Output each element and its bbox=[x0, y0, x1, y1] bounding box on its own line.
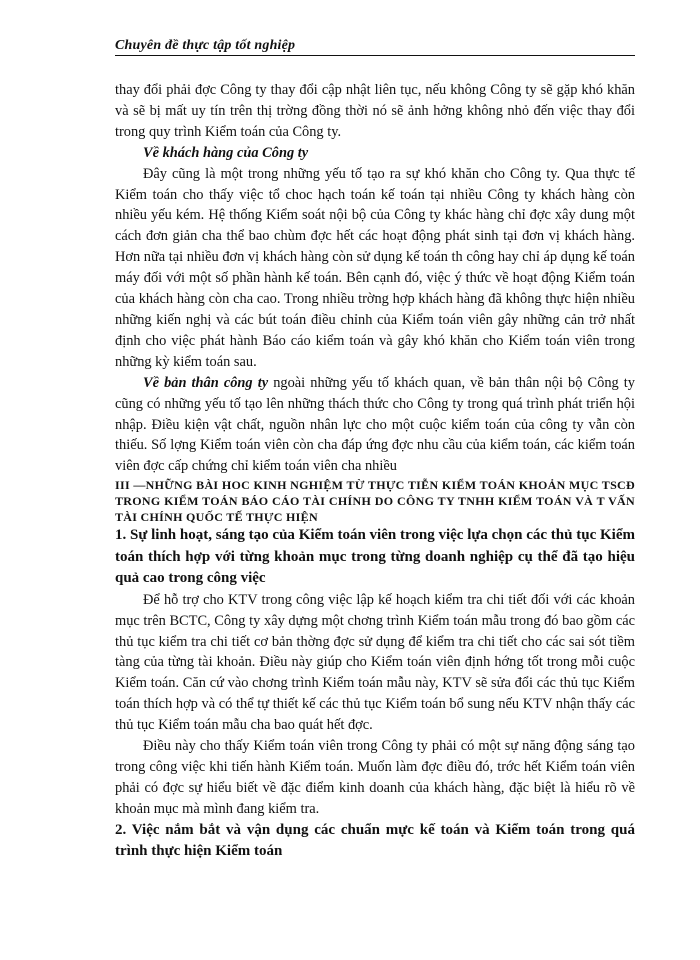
heading-1: 1. Sự linh hoạt, sáng tạo của Kiểm toán viên trong việc lựa chọn các thủ tục Kiểm toán thích hợp với từng khoản mục trong từng doanh nghiệp cụ thể đã tạo hiệu quả cao trong công việc bbox=[115, 527, 635, 587]
heading-2: 2. Việc nắm bắt và vận dụng các chuẩn mực kế toán và Kiểm toán trong quá trình thực hiện Kiểm toán bbox=[115, 821, 635, 860]
section-heading-iii: III —NHỮNG BÀI HOC KINH NGHIỆM TỪ THỰC TIỄN KIỂM TOÁN KHOẢN MỤC TSCĐ TRONG KIỂM TOÁN BÁO CÁO TÀI CHÍNH DO CÔNG TY TNHH KIỂM TOÁN VÀ T VẤN TÀI CHÍNH QUỐC TẾ THỰC HIỆN bbox=[115, 478, 635, 525]
subheading-client-wrapper bbox=[115, 143, 635, 164]
paragraph-company bbox=[115, 373, 635, 478]
paragraph-dynamic: Điều này cho thấy Kiểm toán viên trong Công ty phải có một sự năng động sáng tạo trong công việc khi tiến hành Kiểm toán. Muốn làm đợc điều đó, trớc hết Kiểm toán viên phải có đợc sự hiểu biết về đặc điểm kinh doanh của khách hàng, đặc biệt là hiểu rõ về khoản mục mà mình đang kiểm tra. bbox=[115, 738, 635, 817]
header-title: Chuyên đề thực tập tốt nghiệp bbox=[115, 38, 296, 53]
header-rule bbox=[115, 55, 635, 56]
page-header bbox=[115, 38, 635, 58]
subheading-company: Về bản thân công ty bbox=[143, 374, 269, 391]
subheading-client: Về khách hàng của Công ty bbox=[143, 144, 309, 161]
paragraph-client: Đây cũng là một trong những yếu tố tạo ra sự khó khăn cho Công ty. Qua thực tế Kiểm toán cho thấy việc tổ choc hạch toán kế toán tại nhiều Công ty khách hàng còn nhiều yếu kém. Hệ thống Kiểm soát nội bộ của Công ty khác hàng chỉ đợc xây dung một cách đơn giản cha thể bao chùm đợc hết các hoạt động phát sinh tại đơn vị khách hàng. Hơn nữa tại nhiều đơn vị khách hàng còn sử dụng kế toán th công hay chỉ áp dụng kế toán máy đối với một số phần hành kế toán. Bên cạnh đó, việc ý thức về hoạt động Kiểm toán của khách hàng còn cha cao. Trong nhiều trờng hợp khách hàng đã không thực hiện nhiều những kiến nghị và các bút toán điều chỉnh của Kiểm toán viên gây những cản trở nhất định cho việc phát hành Báo cáo kiểm toán và gây khó khăn cho Kiểm toán viên trong những kỳ kiểm toán sau. bbox=[115, 165, 635, 370]
document-body bbox=[115, 80, 635, 863]
paragraph-support: Để hỗ trợ cho KTV trong công việc lập kế hoạch kiểm tra chi tiết đối với các khoản mục trên BCTC, Công ty xây dựng một chơng trình Kiểm toán mẫu trong đó bao gồm các thủ tục kiểm tra chi tiết cơ bản thờng đợc sử dụng để kiểm tra chi tiết cho các sai sót tiềm tàng của từng tài khoản. Điều này giúp cho Kiểm toán viên định hớng tốt trong mỗi cuộc Kiểm toán. Căn cứ vào chơng trình Kiểm toán mẫu này, KTV sẽ sửa đổi các thủ tục Kiểm toán thích hợp và có thể tự thiết kế các thủ tục Kiểm toán bổ sung nếu KTV nhận thấy các thủ tục Kiểm toán mẫu cha bao quát hết đợc. bbox=[115, 591, 635, 734]
paragraph-intro: thay đổi phải đợc Công ty thay đổi cập nhật liên tục, nếu không Công ty sẽ gặp khó khăn và sẽ bị mất uy tín trên thị trờng đồng thời nó sẽ ảnh hởng không nhỏ đến việc thay đổi trong quy trình Kiểm toán của Công ty. bbox=[115, 82, 635, 140]
paragraph-company-text: ngoài những yếu tố khách quan, về bản thân nội bộ Công ty cũng có những yếu tố tạo lên những thách thức cho Công ty trong quá trình phát triển hội nhập. Điều kiện vật chất, nguồn nhân lực cho một cuộc kiểm toán của công ty vẫn còn thiếu. Số lợng Kiểm toán viên còn cha đáp ứng đợc nhu cầu của kiểm toán, các kiểm toán viên đợc cấp chứng chỉ kiểm toán viên cha nhiều bbox=[115, 374, 635, 475]
